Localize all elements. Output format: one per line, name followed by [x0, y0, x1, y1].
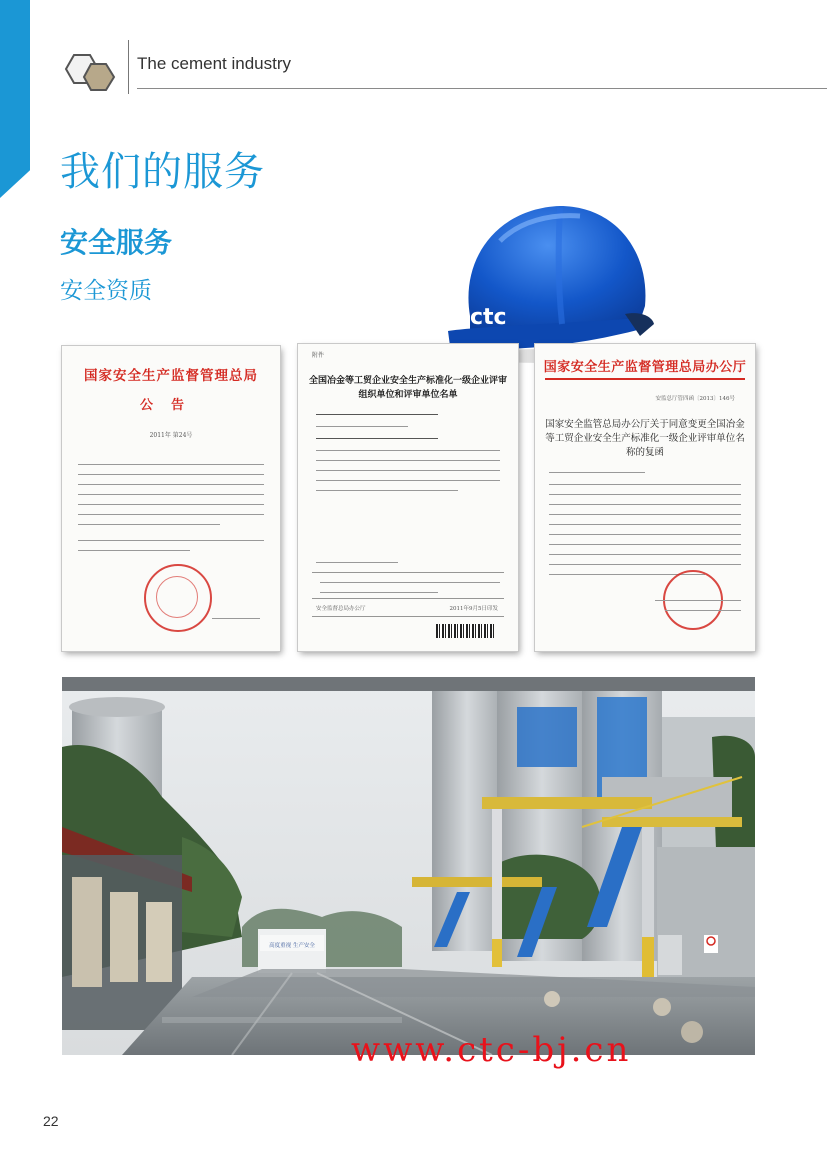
left-edge-strip	[0, 0, 30, 198]
helmet-logo-text: ctc	[470, 305, 507, 330]
header-title: The cement industry	[137, 54, 292, 73]
document-number: 安监总厅管四函〔2013〕146号	[655, 396, 735, 402]
document-footer-date: 2011年9月5日印发	[449, 606, 498, 612]
plant-sign-text: 高度重视 生产安全	[269, 943, 315, 949]
document-footer-org: 安全监督总局办公厅	[316, 606, 366, 612]
document-title: 全国冶金等工贸企业安全生产标准化一级企业评审组织单位和评审单位名单	[308, 376, 507, 400]
page-number: 22	[43, 1113, 59, 1129]
header-rule	[137, 88, 827, 89]
reply-letter-document	[535, 344, 755, 651]
subsection-title: 安全资质	[60, 278, 152, 304]
page-title: 我们的服务	[60, 149, 265, 195]
document-title: 国家安全生产监督管理总局	[84, 368, 258, 384]
document-title: 国家安全监管总局办公厅关于同意变更全国冶金等工贸企业安全生产标准化一级企业评审单位名称的复函	[545, 419, 745, 458]
document-header: 国家安全生产监督管理总局办公厅	[543, 360, 747, 375]
document-number: 2011年 第24号	[149, 432, 193, 439]
document-subtitle: 公告	[139, 398, 202, 413]
hexagon-logo-icon	[58, 46, 122, 92]
header-divider	[128, 40, 129, 94]
attachment-label: 附件	[312, 352, 325, 359]
website-url: www.ctc-bj.cn	[351, 1030, 632, 1070]
cement-plant-photo	[62, 677, 755, 1055]
barcode-icon	[436, 624, 494, 638]
section-title: 安全服务	[60, 226, 173, 259]
announcement-document	[62, 346, 280, 651]
attachment-document	[298, 344, 518, 651]
safety-helmet-icon	[440, 196, 660, 366]
document-red-rule	[545, 378, 745, 380]
